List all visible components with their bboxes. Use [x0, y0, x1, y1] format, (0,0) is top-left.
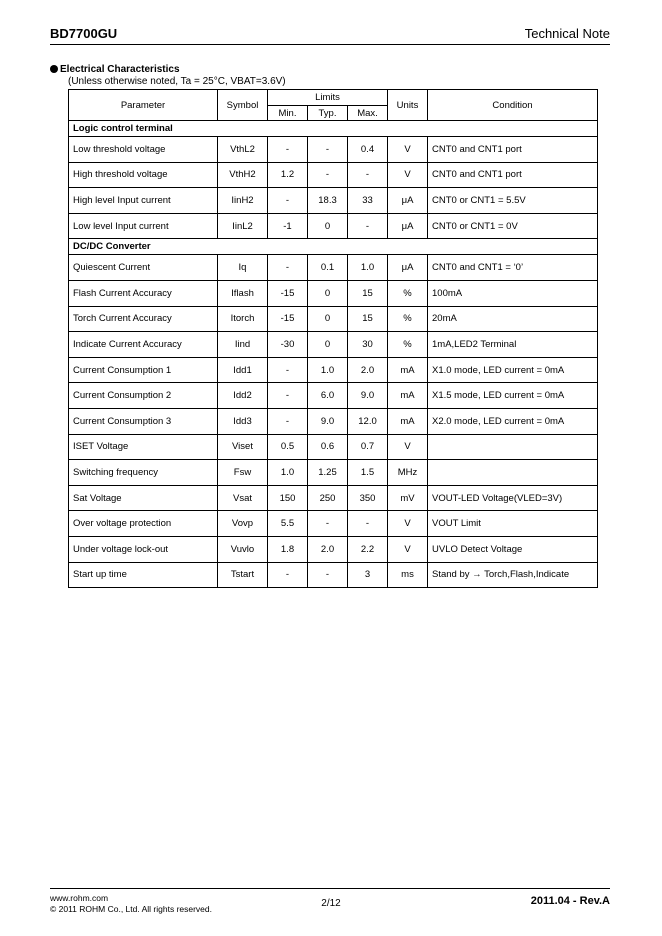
symbol-cell: Iq	[218, 255, 268, 281]
param-cell: Start up time	[69, 562, 218, 588]
symbol-cell: Itorch	[218, 306, 268, 332]
unit-cell: %	[388, 332, 428, 358]
table-row	[69, 357, 598, 383]
symbol-cell: Viset	[218, 434, 268, 460]
unit-cell: V	[388, 137, 428, 163]
max-cell: 1.0	[348, 255, 388, 281]
footer-divider	[50, 888, 610, 889]
section-heading: Logic control terminal	[69, 121, 598, 137]
min-cell: -	[268, 408, 308, 434]
unit-cell: mA	[388, 383, 428, 409]
param-cell: Torch Current Accuracy	[69, 306, 218, 332]
typ-cell: 0.1	[308, 255, 348, 281]
max-cell: 30	[348, 332, 388, 358]
min-cell: -	[268, 562, 308, 588]
symbol-cell: Fsw	[218, 460, 268, 486]
section-subtitle: (Unless otherwise noted, Ta = 25°C, VBAT=3.6V)	[68, 76, 286, 87]
unit-cell: μA	[388, 188, 428, 214]
param-cell: Low threshold voltage	[69, 137, 218, 163]
min-cell: -	[268, 383, 308, 409]
table-row	[69, 460, 598, 486]
min-cell: 1.0	[268, 460, 308, 486]
min-cell: 150	[268, 485, 308, 511]
min-cell: -15	[268, 280, 308, 306]
table-row	[69, 280, 598, 306]
header-parameter: Parameter	[69, 90, 218, 121]
param-cell: Current Consumption 3	[69, 408, 218, 434]
param-cell: High level Input current	[69, 188, 218, 214]
table-row	[69, 162, 598, 188]
symbol-cell: Tstart	[218, 562, 268, 588]
min-cell: -	[268, 255, 308, 281]
condition-cell: 20mA	[428, 306, 598, 332]
unit-cell: V	[388, 162, 428, 188]
header-divider	[50, 44, 610, 45]
typ-cell: 1.25	[308, 460, 348, 486]
header-min: Min.	[268, 106, 308, 121]
min-cell: 1.2	[268, 162, 308, 188]
symbol-cell: IinH2	[218, 188, 268, 214]
max-cell: 33	[348, 188, 388, 214]
table-row	[69, 408, 598, 434]
header-symbol: Symbol	[218, 90, 268, 121]
param-cell: Current Consumption 2	[69, 383, 218, 409]
table-row	[69, 562, 598, 588]
table-row	[69, 434, 598, 460]
max-cell: 15	[348, 280, 388, 306]
unit-cell: %	[388, 280, 428, 306]
param-cell: Switching frequency	[69, 460, 218, 486]
unit-cell: μA	[388, 255, 428, 281]
max-cell: -	[348, 213, 388, 239]
page-number: 2/12	[321, 898, 341, 909]
min-cell: -30	[268, 332, 308, 358]
revision: 2011.04 - Rev.A	[530, 895, 610, 907]
footer-website: www.rohm.com	[50, 893, 109, 903]
typ-cell: 0	[308, 332, 348, 358]
unit-cell: μA	[388, 213, 428, 239]
table-row	[69, 485, 598, 511]
header-max: Max.	[348, 106, 388, 121]
header-condition: Condition	[428, 90, 598, 121]
param-cell: High threshold voltage	[69, 162, 218, 188]
max-cell: 0.4	[348, 137, 388, 163]
symbol-cell: Vovp	[218, 511, 268, 537]
max-cell: 1.5	[348, 460, 388, 486]
min-cell: 0.5	[268, 434, 308, 460]
min-cell: -	[268, 137, 308, 163]
param-cell: Flash Current Accuracy	[69, 280, 218, 306]
table-row	[69, 213, 598, 239]
typ-cell: -	[308, 162, 348, 188]
symbol-cell: Idd1	[218, 357, 268, 383]
min-cell: 1.8	[268, 536, 308, 562]
symbol-cell: Vuvlo	[218, 536, 268, 562]
condition-cell: CNT0 or CNT1 = 5.5V	[428, 188, 598, 214]
param-cell: ISET Voltage	[69, 434, 218, 460]
table-row	[69, 332, 598, 358]
unit-cell: %	[388, 306, 428, 332]
param-cell: Sat Voltage	[69, 485, 218, 511]
condition-cell: X2.0 mode, LED current = 0mA	[428, 408, 598, 434]
param-cell: Indicate Current Accuracy	[69, 332, 218, 358]
typ-cell: 0	[308, 306, 348, 332]
max-cell: 15	[348, 306, 388, 332]
table-row	[69, 188, 598, 214]
symbol-cell: Iflash	[218, 280, 268, 306]
table-row	[69, 511, 598, 537]
header-units: Units	[388, 90, 428, 121]
table-row	[69, 137, 598, 163]
unit-cell: V	[388, 536, 428, 562]
condition-cell: VOUT Limit	[428, 511, 598, 537]
max-cell: 12.0	[348, 408, 388, 434]
param-cell: Current Consumption 1	[69, 357, 218, 383]
unit-cell: mA	[388, 357, 428, 383]
condition-cell	[428, 460, 598, 486]
typ-cell: 1.0	[308, 357, 348, 383]
max-cell: 3	[348, 562, 388, 588]
unit-cell: MHz	[388, 460, 428, 486]
part-number: BD7700GU	[50, 26, 118, 41]
max-cell: 2.2	[348, 536, 388, 562]
section-title	[50, 64, 180, 75]
electrical-characteristics-table	[68, 89, 598, 588]
table-row	[69, 255, 598, 281]
condition-cell: CNT0 and CNT1 port	[428, 162, 598, 188]
typ-cell: 250	[308, 485, 348, 511]
condition-cell: CNT0 or CNT1 = 0V	[428, 213, 598, 239]
symbol-cell: IinL2	[218, 213, 268, 239]
max-cell: 0.7	[348, 434, 388, 460]
symbol-cell: Idd3	[218, 408, 268, 434]
min-cell: -1	[268, 213, 308, 239]
condition-cell: CNT0 and CNT1 = ‘0’	[428, 255, 598, 281]
param-cell: Low level Input current	[69, 213, 218, 239]
param-cell: Over voltage protection	[69, 511, 218, 537]
param-cell: Under voltage lock-out	[69, 536, 218, 562]
header-limits: Limits	[268, 90, 388, 106]
typ-cell: -	[308, 562, 348, 588]
condition-cell: Stand by → Torch,Flash,Indicate	[428, 562, 598, 588]
table-row	[69, 383, 598, 409]
symbol-cell: VthL2	[218, 137, 268, 163]
unit-cell: ms	[388, 562, 428, 588]
max-cell: 2.0	[348, 357, 388, 383]
typ-cell: -	[308, 511, 348, 537]
symbol-cell: Idd2	[218, 383, 268, 409]
condition-cell: UVLO Detect Voltage	[428, 536, 598, 562]
param-cell: Quiescent Current	[69, 255, 218, 281]
header-typ: Typ.	[308, 106, 348, 121]
min-cell: -	[268, 188, 308, 214]
typ-cell: 6.0	[308, 383, 348, 409]
min-cell: 5.5	[268, 511, 308, 537]
table-section-row	[69, 239, 598, 255]
max-cell: 350	[348, 485, 388, 511]
min-cell: -15	[268, 306, 308, 332]
section-heading: DC/DC Converter	[69, 239, 598, 255]
max-cell: -	[348, 511, 388, 537]
condition-cell: CNT0 and CNT1 port	[428, 137, 598, 163]
typ-cell: 2.0	[308, 536, 348, 562]
unit-cell: mA	[388, 408, 428, 434]
min-cell: -	[268, 357, 308, 383]
document-type: Technical Note	[524, 26, 610, 41]
table-row	[69, 306, 598, 332]
typ-cell: 0	[308, 280, 348, 306]
symbol-cell: Vsat	[218, 485, 268, 511]
footer-copyright: © 2011 ROHM Co., Ltd. All rights reserved.	[50, 904, 213, 914]
max-cell: 9.0	[348, 383, 388, 409]
section-title-text: Electrical Characteristics	[60, 64, 180, 75]
condition-cell: VOUT-LED Voltage(VLED=3V)	[428, 485, 598, 511]
typ-cell: 9.0	[308, 408, 348, 434]
condition-cell: 100mA	[428, 280, 598, 306]
condition-cell: 1mA,LED2 Terminal	[428, 332, 598, 358]
condition-cell: X1.5 mode, LED current = 0mA	[428, 383, 598, 409]
condition-cell: X1.0 mode, LED current = 0mA	[428, 357, 598, 383]
typ-cell: -	[308, 137, 348, 163]
unit-cell: mV	[388, 485, 428, 511]
symbol-cell: VthH2	[218, 162, 268, 188]
typ-cell: 18.3	[308, 188, 348, 214]
unit-cell: V	[388, 511, 428, 537]
unit-cell: V	[388, 434, 428, 460]
bullet-icon	[50, 65, 58, 73]
typ-cell: 0.6	[308, 434, 348, 460]
typ-cell: 0	[308, 213, 348, 239]
table-section-row	[69, 121, 598, 137]
symbol-cell: Iind	[218, 332, 268, 358]
max-cell: -	[348, 162, 388, 188]
table-row	[69, 536, 598, 562]
condition-cell	[428, 434, 598, 460]
